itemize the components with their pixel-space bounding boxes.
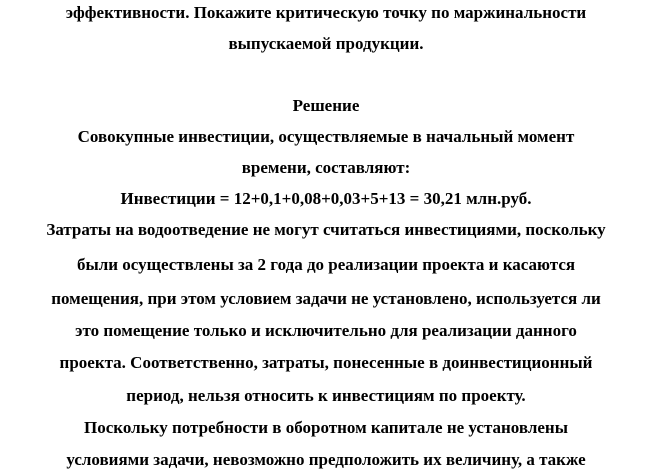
drainage-text-line-6: период, нельзя относить к инвестициям по проекту. xyxy=(126,386,526,405)
drainage-text-line-1: Затраты на водоотведение не могут считаться инвестициями, поскольку xyxy=(46,220,606,239)
drainage-text-line-4: это помещение только и исключительно для реализации данного xyxy=(75,321,577,340)
task-text-line-2: выпускаемой продукции. xyxy=(228,34,424,53)
working-capital-text-line-2: условиями задачи, невозможно предположить их величину, а также xyxy=(66,450,586,469)
solution-heading: Решение xyxy=(292,96,360,115)
investment-text-line-2: времени, составляют: xyxy=(241,158,411,177)
drainage-text-line-5: проекта. Соответственно, затраты, понесенные в доинвестиционный xyxy=(59,353,593,372)
task-text-line-1: эффективности. Покажите критическую точку по маржинальности xyxy=(65,3,587,22)
investment-text-line-1: Совокупные инвестиции, осуществляемые в начальный момент xyxy=(77,127,575,146)
drainage-text-line-3: помещения, при этом условием задачи не установлено, используется ли xyxy=(51,289,601,308)
drainage-text-line-2: были осуществлены за 2 года до реализации проекта и касаются xyxy=(76,255,576,274)
working-capital-text-line-1: Поскольку потребности в оборотном капитале не установлены xyxy=(84,418,568,437)
investment-formula: Инвестиции = 12+0,1+0,08+0,03+5+13 = 30,21 млн.руб. xyxy=(120,189,532,208)
